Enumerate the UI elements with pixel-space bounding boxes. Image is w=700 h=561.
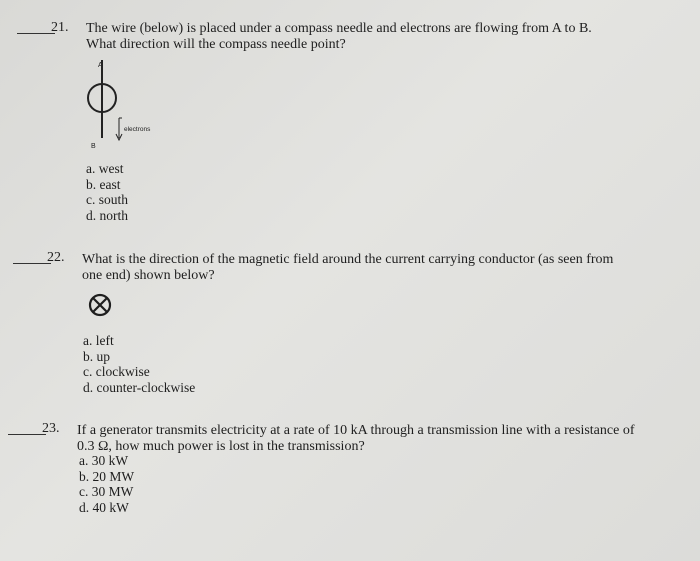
option-d: d. counter-clockwise (83, 379, 196, 395)
question-text: The wire (below) is placed under a compass needle and electrons are flowing from A to B. (86, 21, 592, 36)
answer-blank[interactable] (13, 263, 51, 264)
option-b: b. 20 MW (79, 468, 135, 484)
label-electrons: electrons (124, 126, 151, 133)
option-c: c. south (86, 192, 128, 207)
option-d: d. 40 kW (79, 499, 129, 515)
option-d: d. north (86, 207, 128, 223)
question-number: 21. (51, 20, 69, 35)
option-a: a. west (86, 161, 124, 176)
option-c: c. clockwise (83, 364, 150, 379)
answer-blank[interactable] (8, 434, 46, 435)
question-text: What is the direction of the magnetic field around the current carrying conductor (as seen from (82, 252, 614, 267)
option-c: c. 30 MW (79, 484, 134, 499)
option-b: b. east (86, 176, 121, 192)
question-number: 23. (42, 421, 60, 436)
label-b: B (91, 143, 96, 150)
question-number: 22. (47, 250, 65, 265)
compass-wire-diagram (82, 58, 172, 158)
question-text: one end) shown below? (82, 268, 215, 283)
option-a: a. left (83, 333, 114, 348)
question-text: If a generator transmits electricity at a rate of 10 kA through a transmission line with a resistance of (77, 423, 635, 438)
x-in-circle-icon (88, 293, 112, 317)
question-text: 0.3 Ω, how much power is lost in the transmission? (77, 439, 365, 454)
question-text: What direction will the compass needle point? (86, 37, 346, 52)
option-b: b. up (83, 348, 110, 364)
answer-blank[interactable] (17, 33, 55, 34)
option-a: a. 30 kW (79, 453, 129, 468)
label-a: A (98, 62, 103, 69)
